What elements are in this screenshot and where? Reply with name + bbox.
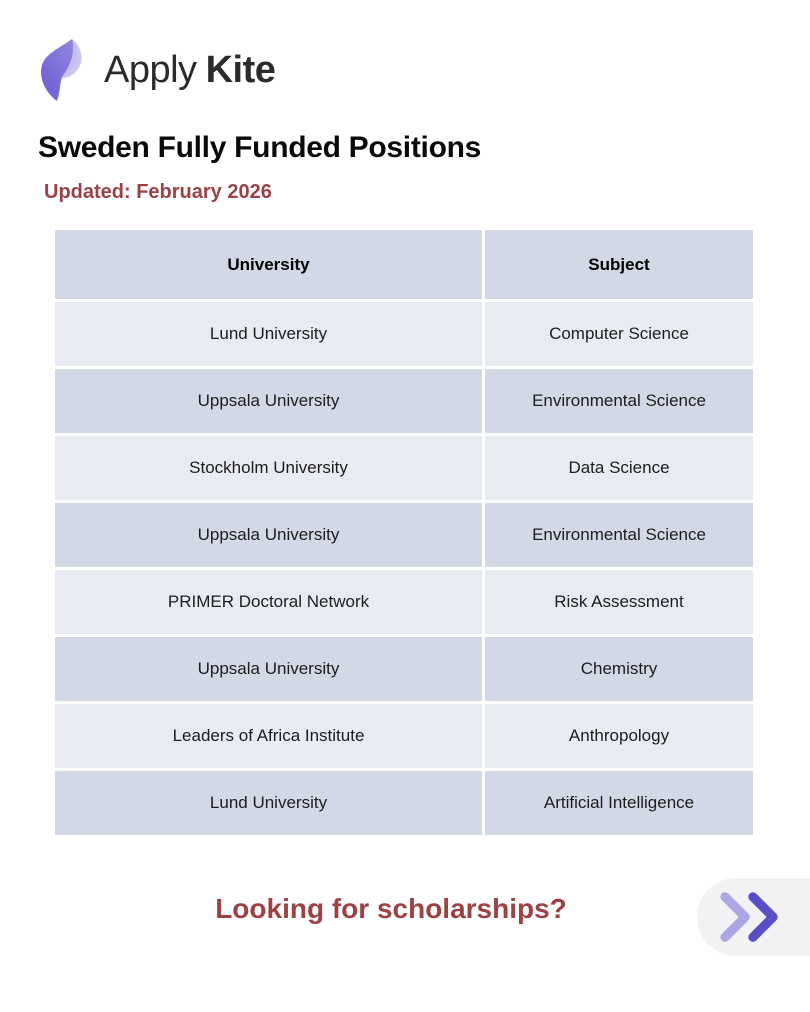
table-header-row (55, 230, 753, 299)
subject-cell: Risk Assessment (485, 570, 753, 634)
table-body (55, 302, 753, 835)
subject-cell: Anthropology (485, 704, 753, 768)
university-cell: Leaders of Africa Institute (55, 704, 482, 768)
university-cell: Uppsala University (55, 503, 482, 567)
university-cell: Uppsala University (55, 637, 482, 701)
table-row (55, 637, 753, 701)
university-cell: Lund University (55, 771, 482, 835)
table-row (55, 503, 753, 567)
column-header-university: University (55, 230, 482, 299)
brand-name-regular: Apply (104, 48, 197, 91)
brand-name (104, 49, 275, 92)
table-row (55, 570, 753, 634)
updated-date-label: Updated: February 2026 (44, 181, 272, 203)
subject-cell: Artificial Intelligence (485, 771, 753, 835)
kite-logo-icon (38, 38, 92, 102)
subject-cell: Environmental Science (485, 369, 753, 433)
table-row (55, 302, 753, 366)
subject-cell: Computer Science (485, 302, 753, 366)
university-cell: Stockholm University (55, 436, 482, 500)
subject-cell: Data Science (485, 436, 753, 500)
positions-table (55, 230, 753, 835)
table-row (55, 436, 753, 500)
table-row (55, 704, 753, 768)
double-chevron-right-icon (718, 891, 782, 943)
brand-name-bold: Kite (205, 48, 276, 91)
subject-cell: Environmental Science (485, 503, 753, 567)
university-cell: Uppsala University (55, 369, 482, 433)
subject-cell: Chemistry (485, 637, 753, 701)
cta-text: Looking for scholarships? (215, 893, 567, 924)
university-cell: Lund University (55, 302, 482, 366)
apply-kite-logo (38, 38, 275, 102)
column-header-subject: Subject (485, 230, 753, 299)
page-title: Sweden Fully Funded Positions (38, 131, 481, 164)
table-row (55, 369, 753, 433)
next-page-button[interactable] (697, 878, 810, 956)
table-row (55, 771, 753, 835)
university-cell: PRIMER Doctoral Network (55, 570, 482, 634)
